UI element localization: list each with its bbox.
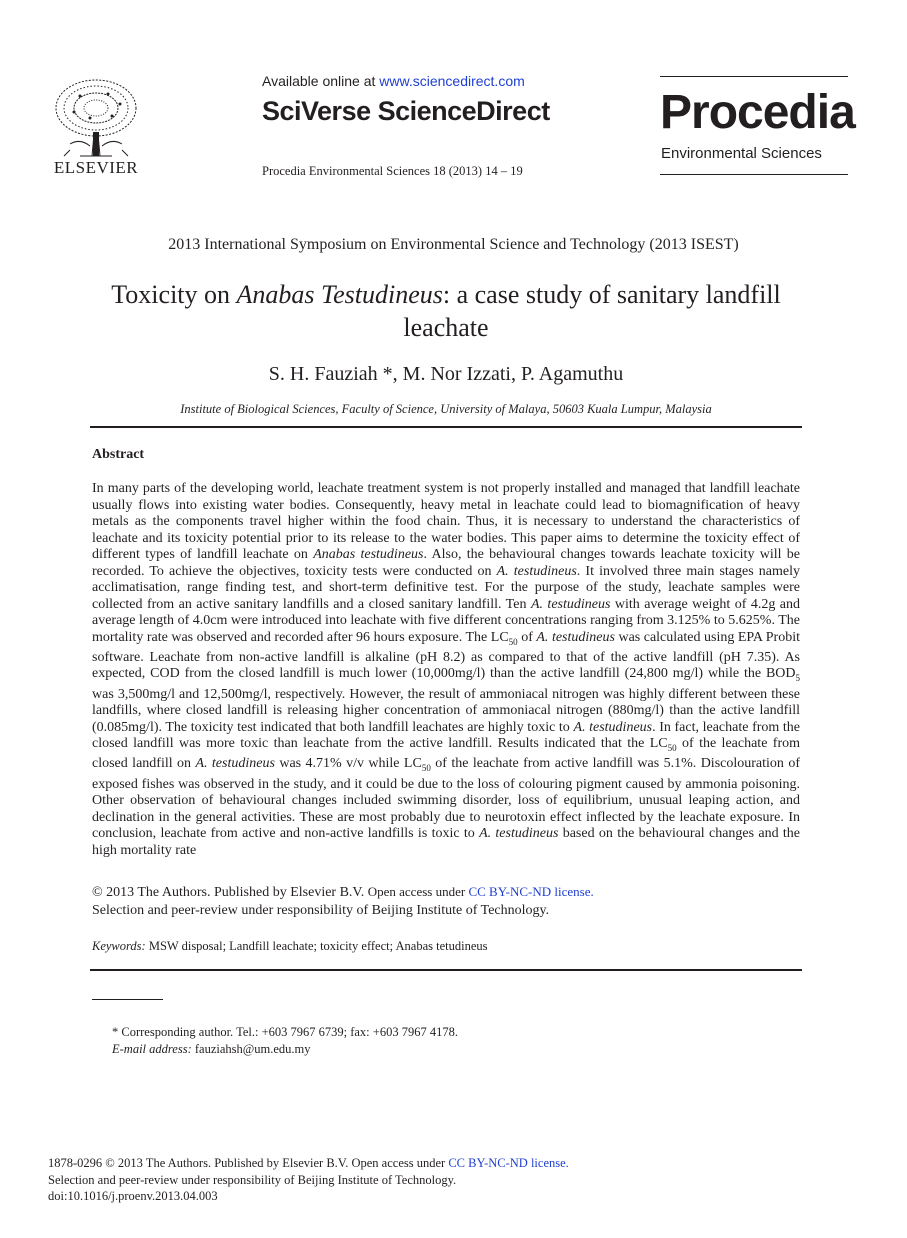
abstract-seg: . It involved three main stages namely acclimatisation, range finding test, and short-term definitive test. For the purpose of the study, leachate samples were collected from an active sanitary landfills and a closed sanitary landfill. Ten: [92, 563, 800, 612]
abstract-seg: . In fact, leachate from the closed landfill was more toxic than leachate from the active landfill. Results indicated that the LC: [92, 719, 801, 752]
elsevier-wordmark: ELSEVIER: [53, 158, 139, 177]
conference-name: 2013 International Symposium on Environmental Science and Technology (2013 ISEST): [168, 236, 739, 253]
sciencedirect-link[interactable]: www.sciencedirect.com: [379, 73, 525, 89]
procedia-logo: Procedia: [660, 86, 855, 139]
species-name: Anabas testudineus: [313, 547, 424, 562]
abstract-seg: of the leachate from closed landfill on: [92, 736, 801, 772]
open-access-text: Open access under: [367, 884, 469, 899]
abstract-seg: of: [517, 629, 537, 645]
title-part2: : a case study of sanitary landfill leachate: [403, 280, 781, 342]
abstract-seg: was calculated using EPA Probit software. Leachate from non-active landfill is alkaline (pH 8.2) as compared to that of the active landfill (pH 7.35). As expected, COD from the closed landfill is much lower (10,000mg/l) than the active landfill (24,800 mg/l) while the BOD: [92, 629, 800, 682]
keywords-text: MSW disposal; Landfill leachate; toxicity effect; Anabas tetudineus: [145, 939, 488, 953]
keywords: [92, 939, 488, 954]
abstract-heading: Abstract: [92, 447, 145, 462]
copyright-text: © 2013 The Authors. Published by Elsevier B.V.: [92, 885, 368, 900]
abstract-text: [92, 481, 800, 859]
title-species: Anabas Testudineus: [236, 280, 443, 309]
authors: S. H. Fauziah *, M. Nor Izzati, P. Agamuthu: [268, 363, 624, 385]
abstract-seg: of the leachate from active landfill was 5.1%. Discolouration of exposed fishes was observed in the study, and it could be due to the loss of colouring pigment caused by ammonia poisoning. Other observation of behavioural changes included swimming disorder, loss of equilibrium, unusual leaping action, and declination in the general activities. These are most probably due to neurotoxin effect inflected by the leachate exposure. In conclusion, leachate from active and non-active landfills is toxic to: [92, 756, 800, 842]
species-name: A. testudineus: [195, 756, 275, 772]
subscript: 50: [508, 636, 518, 647]
sciverse-logo: SciVerse ScienceDirect: [262, 96, 550, 126]
license-link[interactable]: CC BY-NC-ND license.: [468, 884, 594, 899]
rule-top: [90, 426, 802, 428]
procedia-rule-bottom: [660, 174, 848, 175]
keywords-label: Keywords:: [92, 939, 146, 953]
rule-bottom: [90, 969, 802, 971]
abstract-seg: In many parts of the developing world, leachate treatment system is not properly installed and managed that landfill leachate usually flows into existing water bodies. Consequently, heavy metal in leachate could lead to biomagnification of heavy metals as the components travel higher within the food chain. Thus, it is necessary to understand the characteristics of leachate and its toxicity potential prior to its release to the water bodies. This paper aims to determine the toxicity effect of different types of landfill leachate on: [92, 481, 800, 562]
available-prefix: Available online at: [262, 73, 380, 89]
abstract-seg: was 3,500mg/l and 12,500mg/l, respectively. However, the result of ammoniacal nitrogen was highly different between these landfills, where closed landfill is releasing higher concentration of ammoniacal nitrogen (880mg/l) than the active landfill (0.085mg/l). The toxicity test indicated that both landfill leachates are highly toxic to: [92, 686, 800, 735]
issn-text: 1878-0296 © 2013 The Authors. Published by Elsevier B.V. Open access under: [48, 1156, 449, 1170]
email-label: E-mail address:: [112, 1042, 192, 1056]
subscript: 50: [667, 742, 677, 753]
footer-license-link[interactable]: CC BY-NC-ND license.: [448, 1156, 569, 1170]
available-online: [262, 73, 525, 89]
copyright-block: [92, 883, 800, 920]
copyright-line: [92, 883, 800, 902]
species-name: A. testudineus: [496, 563, 577, 579]
footnote: [112, 1024, 458, 1058]
footer-peer-review: Selection and peer-review under responsibility of Beijing Institute of Technology.: [48, 1172, 457, 1187]
peer-review-line: Selection and peer-review under responsibility of Beijing Institute of Technology.: [92, 903, 550, 918]
subscript: 5: [795, 673, 800, 684]
species-name: A. testudineus: [536, 629, 615, 645]
email-address[interactable]: fauziahsh@um.edu.my: [191, 1042, 311, 1056]
corresponding-author: * Corresponding author. Tel.: +603 7967 6739; fax: +603 7967 4178.: [112, 1025, 458, 1039]
subscript: 50: [421, 763, 431, 774]
abstract-seg: was 4.71% v/v while LC: [274, 756, 422, 772]
species-name: A. testudineus: [530, 596, 611, 612]
doi[interactable]: doi:10.1016/j.proenv.2013.04.003: [48, 1189, 218, 1203]
paper-title: [90, 278, 802, 344]
title-part1: Toxicity on: [111, 280, 237, 309]
footnote-rule: [92, 999, 163, 1000]
procedia-rule-top: [660, 76, 848, 77]
abstract-seg: . Also, the behavioural changes towards leachate toxicity will be recorded. To achieve the objectives, toxicity tests were conducted on: [92, 547, 801, 579]
journal-subtitle: Environmental Sciences: [661, 145, 822, 162]
species-name: A. testudineus: [479, 826, 559, 842]
abstract-seg: based on the behavioural changes and the high mortality rate: [92, 826, 801, 858]
email-line: [112, 1041, 458, 1058]
species-name: A. testudineus: [573, 719, 653, 735]
bottom-footer: [48, 1155, 569, 1205]
abstract-seg: with average weight of 4.2g and average length of 4.0cm were introduced into leachate with five different concentrations ranging from 3.125% to 5.625%. The mortality rate was observed and recorded after 96 hours exposure. The LC: [92, 596, 801, 645]
journal-citation: Procedia Environmental Sciences 18 (2013) 14 – 19: [262, 164, 523, 178]
issn-line: [48, 1155, 569, 1172]
affiliation: Institute of Biological Sciences, Faculty of Science, University of Malaya, 50603 Kuala Lumpur, Malaysia: [180, 402, 712, 416]
